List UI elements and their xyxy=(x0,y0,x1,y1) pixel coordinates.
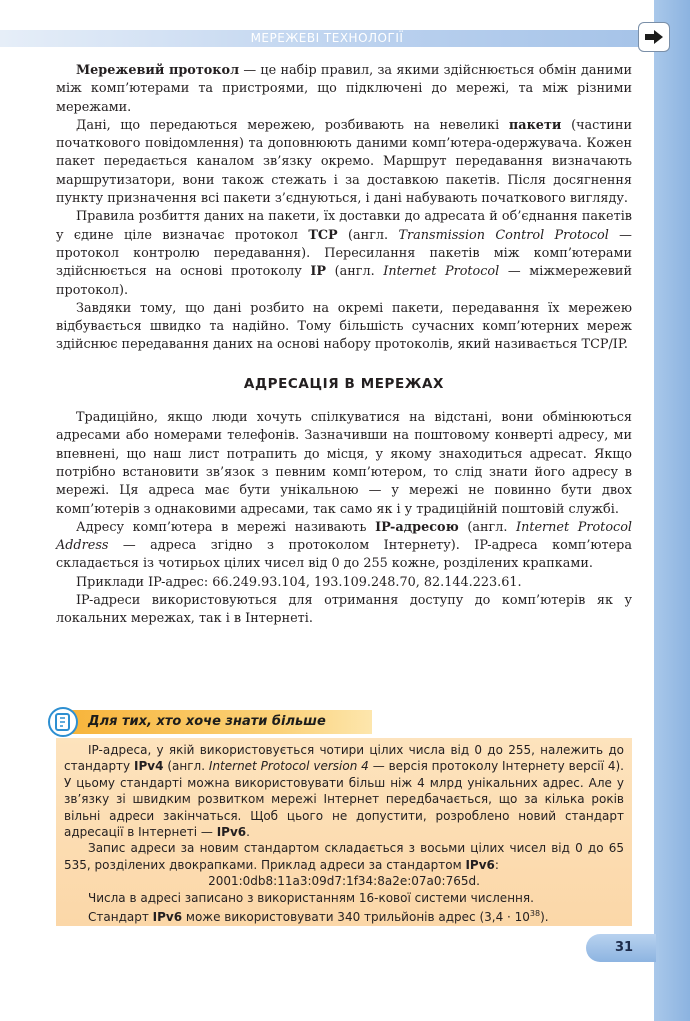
paragraph-packets: Дані, що передаються мережею, розбивають на невеликі пакети (частини початкового повідомлення) та доповнюють даними комп’ютера-одержувача. Кожен пакет передається каналом зв’язку окремо. Маршрут передавання визначають маршрутизатори, вони також стежать і за доставкою пакетів. Після досягнення пункту призначення всі пакети з’єднуються, і дані набувають початкового вигляду. xyxy=(56,117,633,207)
info-paragraph-hex: Числа в адресі записано з використанням 16-кової системи числення. xyxy=(88,890,534,905)
section-heading: АДРЕСАЦІЯ В МЕРЕЖАХ xyxy=(243,375,445,392)
info-paragraph-ipv6: Запис адреси за новим стандартом складається з восьми цілих чисел від 0 до 65 535, розділених двокрапками. Приклад адреси за стандартом IPv6: xyxy=(64,841,624,872)
page-edge-sidebar xyxy=(654,0,690,1021)
paragraph-addresses: Традиційно, якщо люди хочуть спілкуватися на відстані, вони обмінюються адресами або номерами телефонів. Зазначивши на поштовому конверті адресу, ми впевнені, що наш лист потрапить до місця, у якому знаходиться адресат. Якщо потрібно встановити зв’язок з певним комп’ютером, то слід знати його адресу в мережі. Ця адреса має бути унікальною — у мережі не повинно бути двох комп’ютерів з однаковими адресами, так само як і у традиційній поштовій службі. xyxy=(56,410,632,517)
paragraph-examples: Приклади IP-адрес: 66.249.93.104, 193.109.248.70, 82.144.223.61. xyxy=(76,574,522,590)
main-text xyxy=(56,62,632,629)
paragraph-protocol: Мережевий протокол — це набір правил, за якими здійснюється обмін даними між комп’ютерами та пристроями, що підключені до мережі, та між різними мережами. xyxy=(56,63,633,115)
page-number: 31 xyxy=(614,940,634,955)
arrow-right-icon[interactable] xyxy=(638,22,670,52)
paragraph-reliability: Завдяки тому, що дані розбито на окремі пакети, передавання їх мережею відбувається швидко та надійно. Тому більшість сучасних комп’ютерних мереж здійснює передавання даних на основі набору протоколів, який називається TCP/IP. xyxy=(56,300,632,353)
paragraph-ip-address: Адресу комп’ютера в мережі називають IP-адресою (англ. Internet Protocol Address — адреса згідно з протоколом Інтернету). IP-адреса комп’ютера складається із чотирьох цілих чисел від 0 до 255 кожне, розділених крапками. xyxy=(56,519,632,572)
info-paragraph-ipv4: IP-адреса, у якій використовується чотири цілих числа від 0 до 255, належить до стандарту IPv4 (англ. Internet Protocol version 4 — версія протоколу Інтернету версії 4). У цьому стандарті можна використовувати більш ніж 4 млрд унікальних адрес. Але у зв’язку зі швидким розвитком мережі Інтернет передбачається, що за кілька років вільні адреси закінчаться. Щоб цього не допустити, розроблено новий стандарт адресації в Інтернеті — IPv6. xyxy=(64,743,624,840)
info-box xyxy=(64,742,624,925)
chapter-title: МЕРЕЖЕВІ ТЕХНОЛОГІЇ xyxy=(250,31,404,45)
paragraph-usage: IP-адреси використовуються для отримання доступу до комп’ютерів як у локальних мережах, так і в Інтернеті. xyxy=(56,593,632,627)
info-example-address: 2001:0db8:11a3:09d7:1f34:8a2e:07a0:765d. xyxy=(208,874,480,889)
paragraph-tcp-ip: Правила розбиття даних на пакети, їх доставки до адресата й об’єднання пакетів у єдине ціле визначає протокол TCP (англ. Transmission Control Protocol — протокол контролю передавання). Пересилання пакетів між комп’ютерами здійснюється на основі протоколу IP (англ. Internet Protocol — міжмережевий протокол). xyxy=(56,209,632,298)
book-info-icon xyxy=(48,707,78,737)
info-header xyxy=(48,707,372,737)
info-title: Для тих, хто хоче знати більше xyxy=(88,714,326,729)
info-paragraph-capacity: Стандарт IPv6 може використовувати 340 трильйонів адрес $(3,4 \cdot 10^{38})$. xyxy=(88,909,549,925)
